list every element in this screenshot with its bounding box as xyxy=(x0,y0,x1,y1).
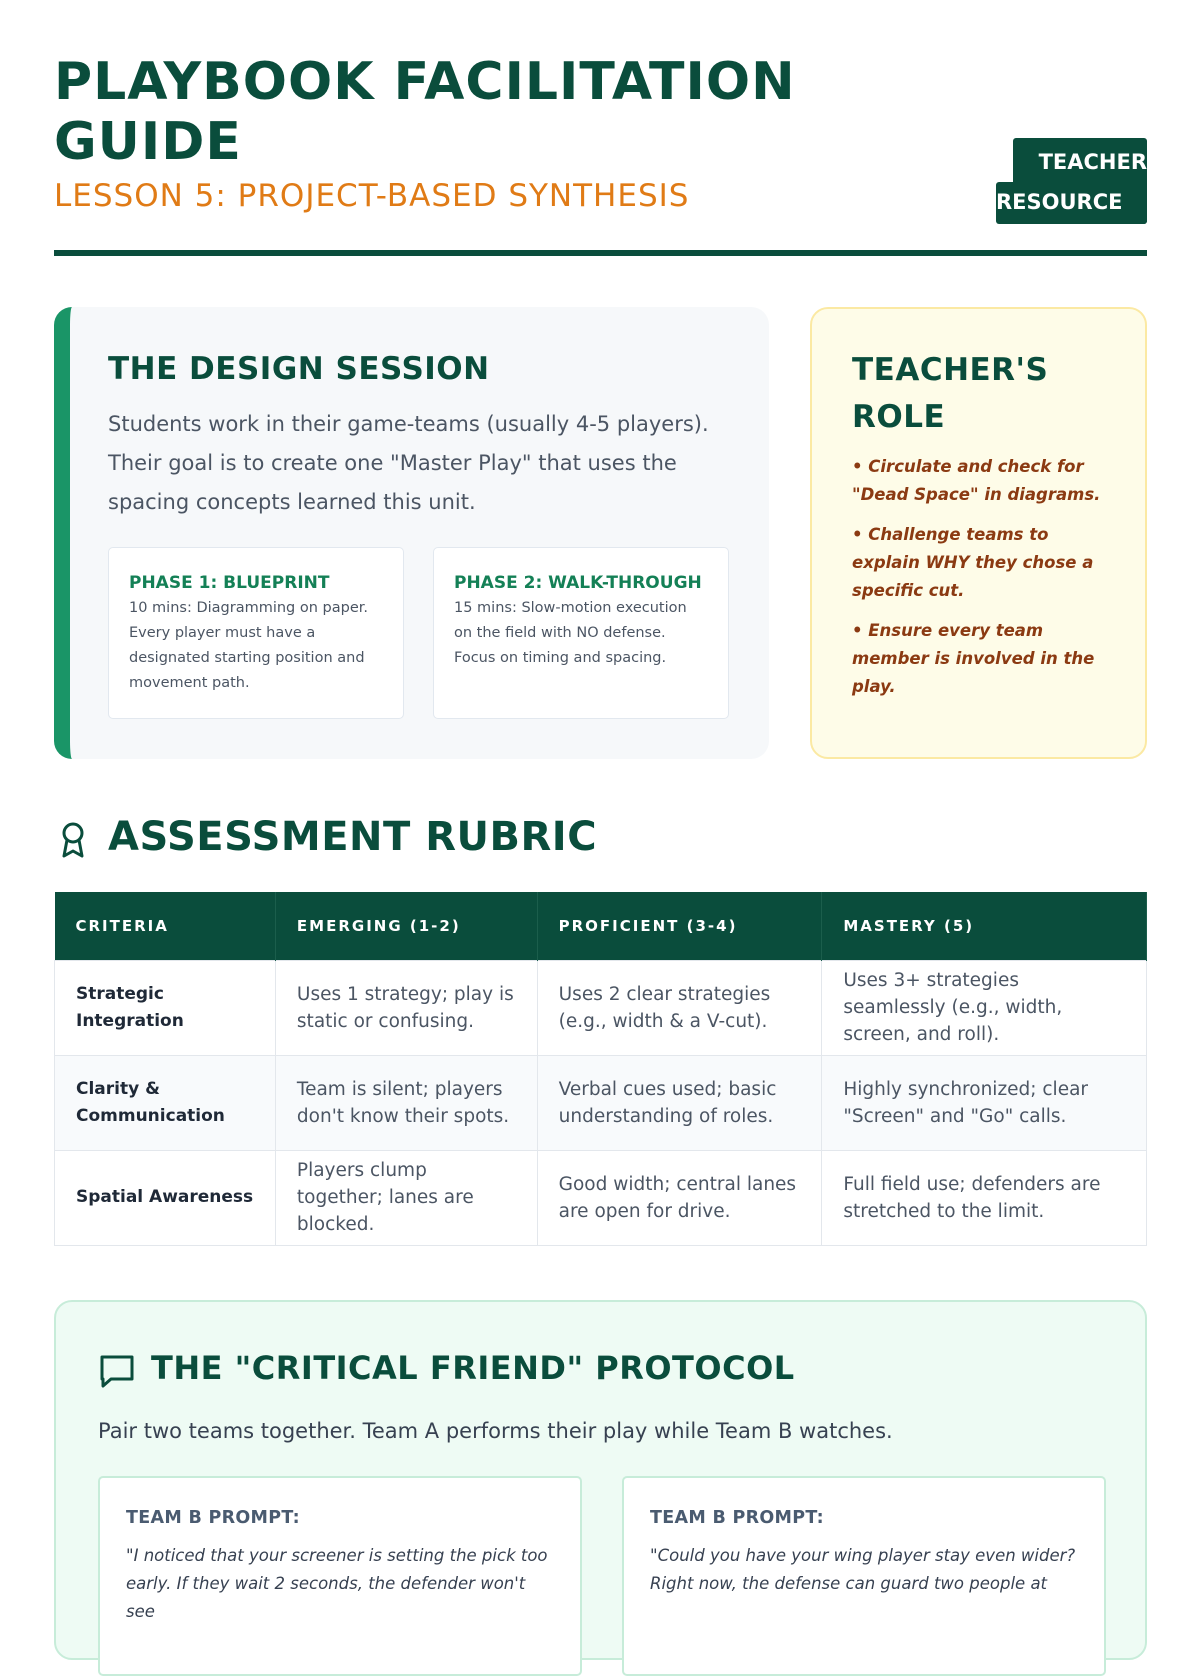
column-header: PROFICIENT (3-4) xyxy=(537,892,822,960)
teacher-role-list xyxy=(852,453,1105,701)
table-cell: Uses 3+ strategies seamlessly (e.g., width, screen, and roll). xyxy=(822,960,1147,1055)
award-ribbon-icon xyxy=(58,820,88,860)
table-cell: Uses 2 clear strategies (e.g., width & a V-cut). xyxy=(537,960,822,1055)
facilitation-guide-page xyxy=(54,0,1147,1621)
table-row xyxy=(55,1150,1147,1245)
phase-title: PHASE 1: BLUEPRINT xyxy=(129,573,330,593)
table-row xyxy=(55,960,1147,1055)
design-session-title: THE DESIGN SESSION xyxy=(108,351,490,387)
prompt-title: TEAM B PROMPT: xyxy=(650,1508,824,1528)
critical-friend-card xyxy=(54,1300,1147,1660)
prompt-text: "Could you have your wing player stay even wider? Right now, the defense can guard two people at xyxy=(650,1546,1076,1593)
phase-card xyxy=(433,547,729,719)
teacher-role-title: TEACHER'S ROLE xyxy=(852,352,1049,435)
criteria-cell: Spatial Awareness xyxy=(55,1150,276,1245)
chat-bubble-icon xyxy=(98,1352,136,1390)
table-cell: Good width; central lanes are open for drive. xyxy=(537,1150,822,1245)
table-row xyxy=(55,1055,1147,1150)
teacher-resource-badge xyxy=(996,138,1147,224)
column-header: EMERGING (1-2) xyxy=(275,892,537,960)
table-cell: Players clump together; lanes are blocked. xyxy=(275,1150,537,1245)
table-header-row xyxy=(55,892,1147,960)
prompt-text: "I noticed that your screener is setting the pick too early. If they wait 2 seconds, the defender won't see xyxy=(126,1546,548,1621)
list-item: • Ensure every team member is involved in the play. xyxy=(852,621,1095,696)
prompt-card xyxy=(98,1476,582,1676)
assessment-title: ASSESSMENT RUBRIC xyxy=(108,814,598,860)
design-session-card xyxy=(54,307,769,759)
phase-description: 15 mins: Slow-motion execution on the field with NO defense. Focus on timing and spacing. xyxy=(454,600,687,666)
column-header: MASTERY (5) xyxy=(822,892,1147,960)
table-cell: Highly synchronized; clear "Screen" and "Go" calls. xyxy=(822,1055,1147,1150)
table-cell: Uses 1 strategy; play is static or confusing. xyxy=(275,960,537,1055)
table-cell: Verbal cues used; basic understanding of roles. xyxy=(537,1055,822,1150)
criteria-cell: Strategic Integration xyxy=(55,960,276,1055)
prompt-card xyxy=(622,1476,1106,1676)
page-header xyxy=(54,0,1147,256)
list-item: • Challenge teams to explain WHY they chose a specific cut. xyxy=(852,525,1094,600)
assessment-rubric-table xyxy=(54,892,1147,1246)
list-item: • Circulate and check for "Dead Space" in diagrams. xyxy=(852,457,1101,504)
column-header: CRITERIA xyxy=(55,892,276,960)
critical-friend-body: Pair two teams together. Team A performs their play while Team B watches. xyxy=(98,1419,893,1443)
design-session-body: Students work in their game-teams (usually 4-5 players). Their goal is to create one "Master Play" that uses the spacing concepts learned this unit. xyxy=(108,412,709,514)
teacher-role-card xyxy=(810,307,1147,759)
phase-title: PHASE 2: WALK-THROUGH xyxy=(454,573,702,593)
prompt-title: TEAM B PROMPT: xyxy=(126,1508,300,1528)
phase-description: 10 mins: Diagramming on paper. Every player must have a designated starting position and movement path. xyxy=(129,600,368,691)
page-title: PLAYBOOK FACILITATION GUIDE xyxy=(54,52,796,172)
lesson-subtitle: LESSON 5: PROJECT-BASED SYNTHESIS xyxy=(54,178,690,214)
phase-card xyxy=(108,547,404,719)
table-cell: Team is silent; players don't know their spots. xyxy=(275,1055,537,1150)
table-cell: Full field use; defenders are stretched to the limit. xyxy=(822,1150,1147,1245)
critical-friend-title: THE "CRITICAL FRIEND" PROTOCOL xyxy=(151,1349,795,1387)
badge-line-2: RESOURCE xyxy=(996,190,1123,214)
badge-line-1: TEACHER xyxy=(1038,150,1147,174)
criteria-cell: Clarity & Communication xyxy=(55,1055,276,1150)
